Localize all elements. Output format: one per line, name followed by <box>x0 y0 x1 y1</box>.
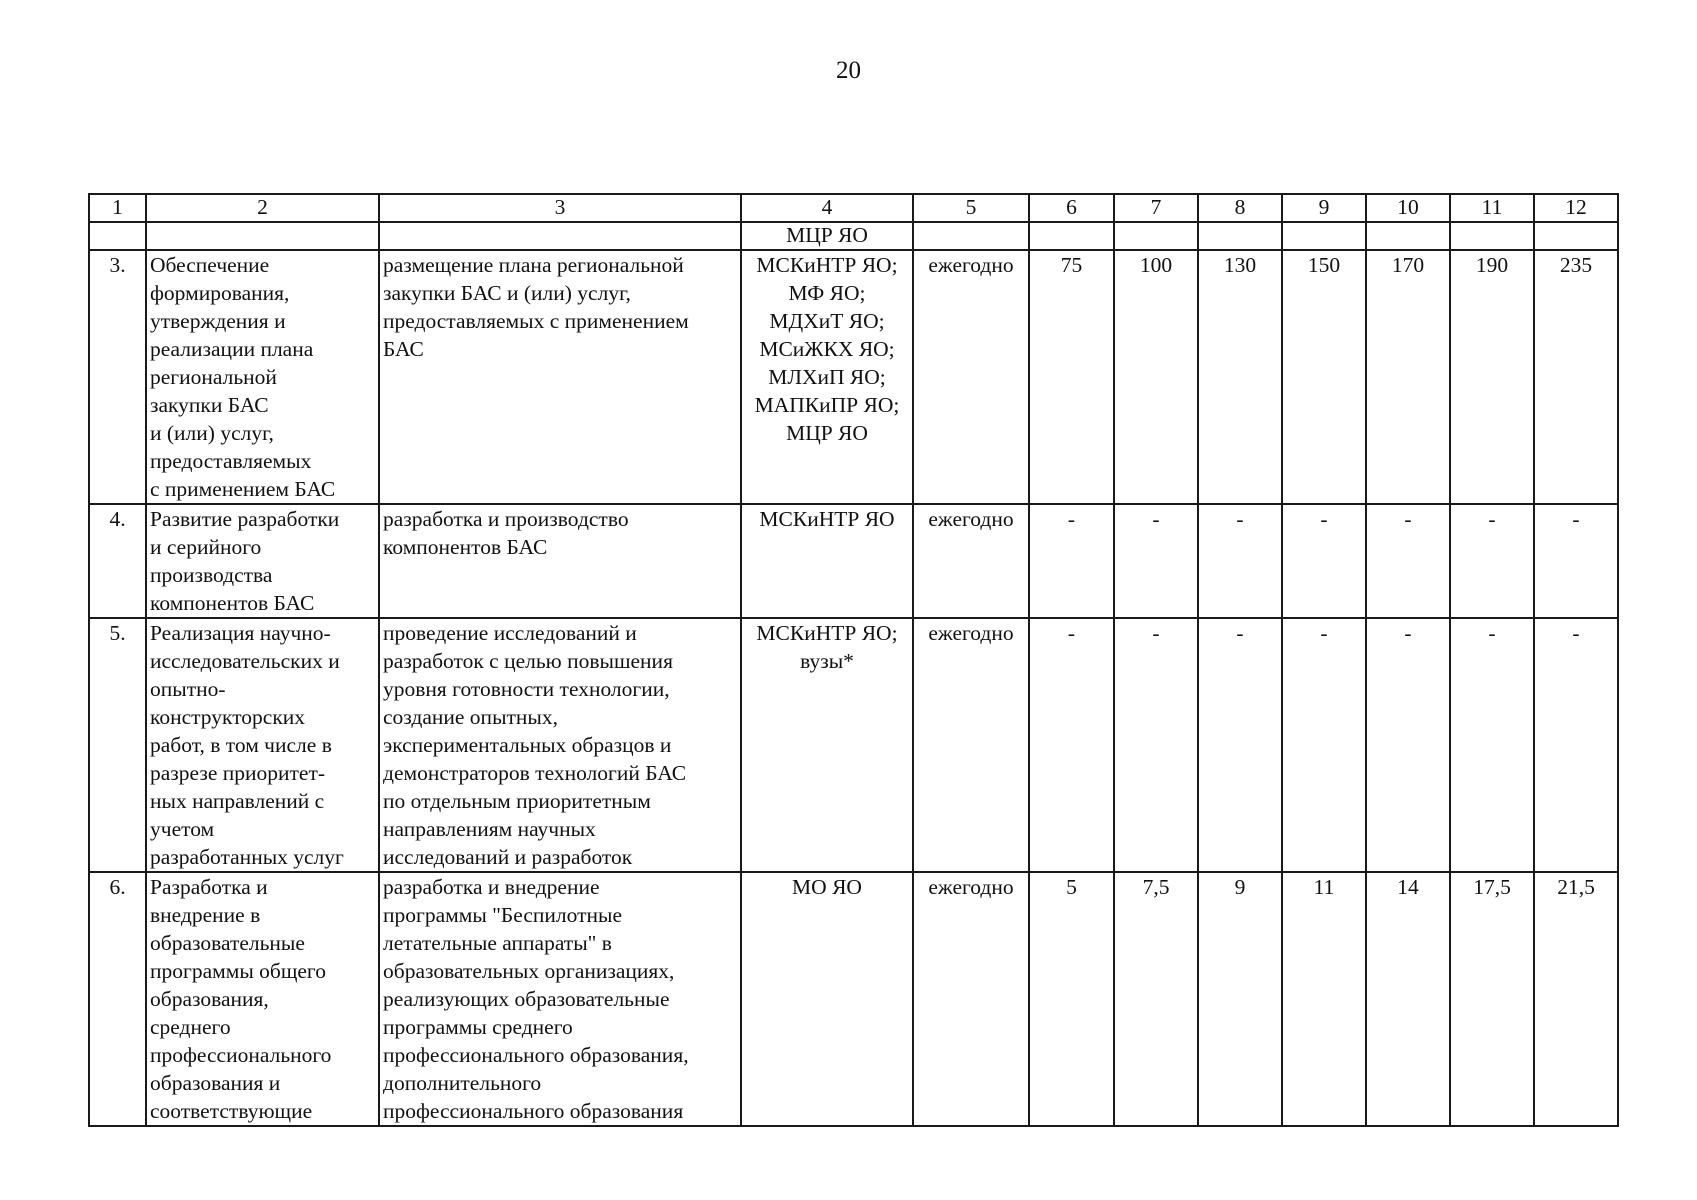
measure-name: Развитие разработки и серийного производства компонентов БАС <box>146 504 379 618</box>
value-cell: 130 <box>1198 250 1282 504</box>
value-cell: 75 <box>1029 250 1114 504</box>
value-cell: - <box>1534 618 1618 872</box>
activity-description: разработка и производство компонентов БАС <box>379 504 741 618</box>
row-number: 3. <box>89 250 146 504</box>
empty-cell <box>1450 222 1534 250</box>
column-number: 7 <box>1114 194 1198 222</box>
value-cell: 170 <box>1366 250 1450 504</box>
table-row <box>89 618 1618 872</box>
activity-description: разработка и внедрение программы "Беспилотные летательные аппараты" в образовательных организациях, реализующих образовательные программы среднего профессионального образования, дополнительного профессионального образования <box>379 872 741 1126</box>
executors-cell: МСКиНТР ЯО <box>741 504 913 618</box>
value-cell: - <box>1114 618 1198 872</box>
value-cell: 5 <box>1029 872 1114 1126</box>
measure-name: Разработка и внедрение в образовательные программы общего образования, среднего профессионального образования и соответствующие <box>146 872 379 1126</box>
empty-cell <box>1534 222 1618 250</box>
table-row <box>89 504 1618 618</box>
value-cell: - <box>1114 504 1198 618</box>
column-number-row <box>89 194 1618 222</box>
column-number: 9 <box>1282 194 1366 222</box>
executors-cell: МЦР ЯО <box>741 222 913 250</box>
measure-name: Обеспечение формирования, утверждения и реализации плана региональной закупки БАС и (или) услуг, предоставляемых с применением БАС <box>146 250 379 504</box>
value-cell: - <box>1198 504 1282 618</box>
value-cell: - <box>1282 618 1366 872</box>
value-cell: - <box>1282 504 1366 618</box>
value-cell: 235 <box>1534 250 1618 504</box>
column-number: 3 <box>379 194 741 222</box>
column-number: 12 <box>1534 194 1618 222</box>
value-cell: 14 <box>1366 872 1450 1126</box>
empty-cell <box>1366 222 1450 250</box>
row-number: 4. <box>89 504 146 618</box>
value-cell: - <box>1534 504 1618 618</box>
row-number: 5. <box>89 618 146 872</box>
measure-name: Реализация научно- исследовательских и опытно- конструкторских работ, в том числе в разрезе приоритет- ных направлений с учетом разработанных услуг <box>146 618 379 872</box>
empty-cell <box>1198 222 1282 250</box>
page-number: 20 <box>836 57 861 84</box>
value-cell: 17,5 <box>1450 872 1534 1126</box>
value-cell: - <box>1366 504 1450 618</box>
continuation-row <box>89 222 1618 250</box>
value-cell: 150 <box>1282 250 1366 504</box>
column-number: 5 <box>913 194 1029 222</box>
row-number: 6. <box>89 872 146 1126</box>
empty-cell <box>379 222 741 250</box>
value-cell: 190 <box>1450 250 1534 504</box>
column-number: 6 <box>1029 194 1114 222</box>
value-cell: - <box>1366 618 1450 872</box>
empty-cell <box>89 222 146 250</box>
column-number: 8 <box>1198 194 1282 222</box>
column-number: 1 <box>89 194 146 222</box>
period-cell: ежегодно <box>913 618 1029 872</box>
activity-description: размещение плана региональной закупки БАС и (или) услуг, предоставляемых с применением БАС <box>379 250 741 504</box>
empty-cell <box>1114 222 1198 250</box>
empty-cell <box>1282 222 1366 250</box>
period-cell: ежегодно <box>913 504 1029 618</box>
value-cell: - <box>1450 504 1534 618</box>
table-row <box>89 872 1618 1126</box>
value-cell: 21,5 <box>1534 872 1618 1126</box>
value-cell: - <box>1198 618 1282 872</box>
column-number: 10 <box>1366 194 1450 222</box>
value-cell: 9 <box>1198 872 1282 1126</box>
table-row <box>89 250 1618 504</box>
period-cell: ежегодно <box>913 250 1029 504</box>
value-cell: - <box>1450 618 1534 872</box>
period-cell: ежегодно <box>913 872 1029 1126</box>
value-cell: - <box>1029 504 1114 618</box>
value-cell: 100 <box>1114 250 1198 504</box>
column-number: 11 <box>1450 194 1534 222</box>
measures-table <box>88 193 1619 1127</box>
column-number: 2 <box>146 194 379 222</box>
empty-cell <box>146 222 379 250</box>
empty-cell <box>1029 222 1114 250</box>
activity-description: проведение исследований и разработок с целью повышения уровня готовности технологии, создание опытных, экспериментальных образцов и демонстраторов технологий БАС по отдельным приоритетным направлениям научных исследований и разработок <box>379 618 741 872</box>
executors-cell: МО ЯО <box>741 872 913 1126</box>
value-cell: 7,5 <box>1114 872 1198 1126</box>
executors-cell: МСКиНТР ЯО; вузы* <box>741 618 913 872</box>
column-number: 4 <box>741 194 913 222</box>
executors-cell: МСКиНТР ЯО; МФ ЯО; МДХиТ ЯО; МСиЖКХ ЯО; МЛХиП ЯО; МАПКиПР ЯО; МЦР ЯО <box>741 250 913 504</box>
empty-cell <box>913 222 1029 250</box>
value-cell: - <box>1029 618 1114 872</box>
value-cell: 11 <box>1282 872 1366 1126</box>
